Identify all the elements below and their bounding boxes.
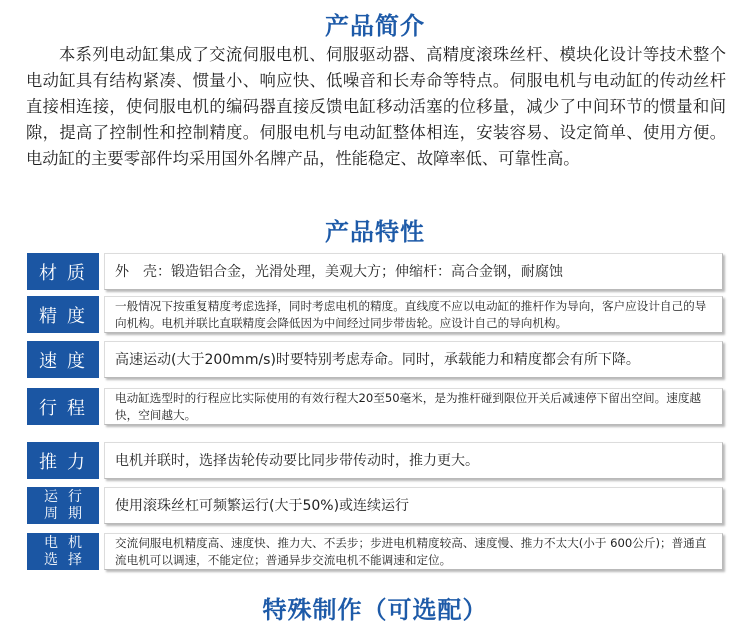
feature-label: 行程 bbox=[27, 388, 99, 425]
feature-text: 高速运动(大于200mm/s)时要特别考虑寿命。同时，承载能力和精度都会有所下降。 bbox=[104, 341, 723, 378]
feature-text: 电动缸选型时的行程应比实际使用的有效行程大20至50毫米，是为推杆碰到限位开关后减速停下留出空间。速度越快，空间越大。 bbox=[104, 388, 723, 425]
intro-heading: 产品简介 bbox=[325, 12, 425, 40]
feature-row-cycle bbox=[27, 487, 723, 524]
feature-label: 精度 bbox=[27, 296, 99, 333]
feature-label: 材质 bbox=[27, 253, 99, 290]
feature-text: 电机并联时，选择齿轮传动要比同步带传动时，推力更大。 bbox=[104, 442, 723, 479]
feature-row-material bbox=[27, 253, 723, 290]
feature-label: 电机选择 bbox=[27, 533, 99, 570]
feature-label: 推力 bbox=[27, 442, 99, 479]
custom-heading: 特殊制作（可选配） bbox=[262, 596, 488, 624]
feature-row-thrust bbox=[27, 442, 723, 479]
feature-row-motor bbox=[27, 533, 723, 570]
feature-text: 交流伺服电机精度高、速度快、推力大、不丢步；步进电机精度较高、速度慢、推力不太大(小于 600公斤)；普通直流电机可以调速，不能定位；普通异步交流电机不能调速和定位。 bbox=[104, 533, 723, 570]
feature-row-precision bbox=[27, 296, 723, 333]
feature-row-speed bbox=[27, 341, 723, 378]
feature-label: 速度 bbox=[27, 341, 99, 378]
features-heading: 产品特性 bbox=[325, 218, 425, 246]
feature-label: 运行周期 bbox=[27, 487, 99, 524]
feature-text: 使用滚珠丝杠可频繁运行(大于50%)或连续运行 bbox=[104, 487, 723, 524]
feature-text: 外 壳：锻造铝合金，光滑处理，美观大方；伸缩杆：高合金钢，耐腐蚀 bbox=[104, 253, 723, 290]
feature-row-stroke bbox=[27, 388, 723, 425]
feature-text: 一般情况下按重复精度考虑选择，同时考虑电机的精度。直线度不应以电动缸的推杆作为导向，客户应设计自己的导向机构。电机并联比直联精度会降低因为中间经过同步带齿轮。应设计自己的导向机构。 bbox=[104, 296, 723, 333]
intro-paragraph: 本系列电动缸集成了交流伺服电机、伺服驱动器、高精度滚珠丝杆、模块化设计等技术整个电动缸具有结构紧凑、惯量小、响应快、低噪音和长寿命等特点。伺服电机与电动缸的传动丝杆直接相连接，使伺服电机的编码器直接反馈电缸移动活塞的位移量，减少了中间环节的惯量和间隙，提高了控制性和控制精度。伺服电机与电动缸整体相连，安装容易、设定简单、使用方便。电动缸的主要零部件均采用国外名牌产品，性能稳定、故障率低、可靠性高。 bbox=[26, 45, 726, 168]
